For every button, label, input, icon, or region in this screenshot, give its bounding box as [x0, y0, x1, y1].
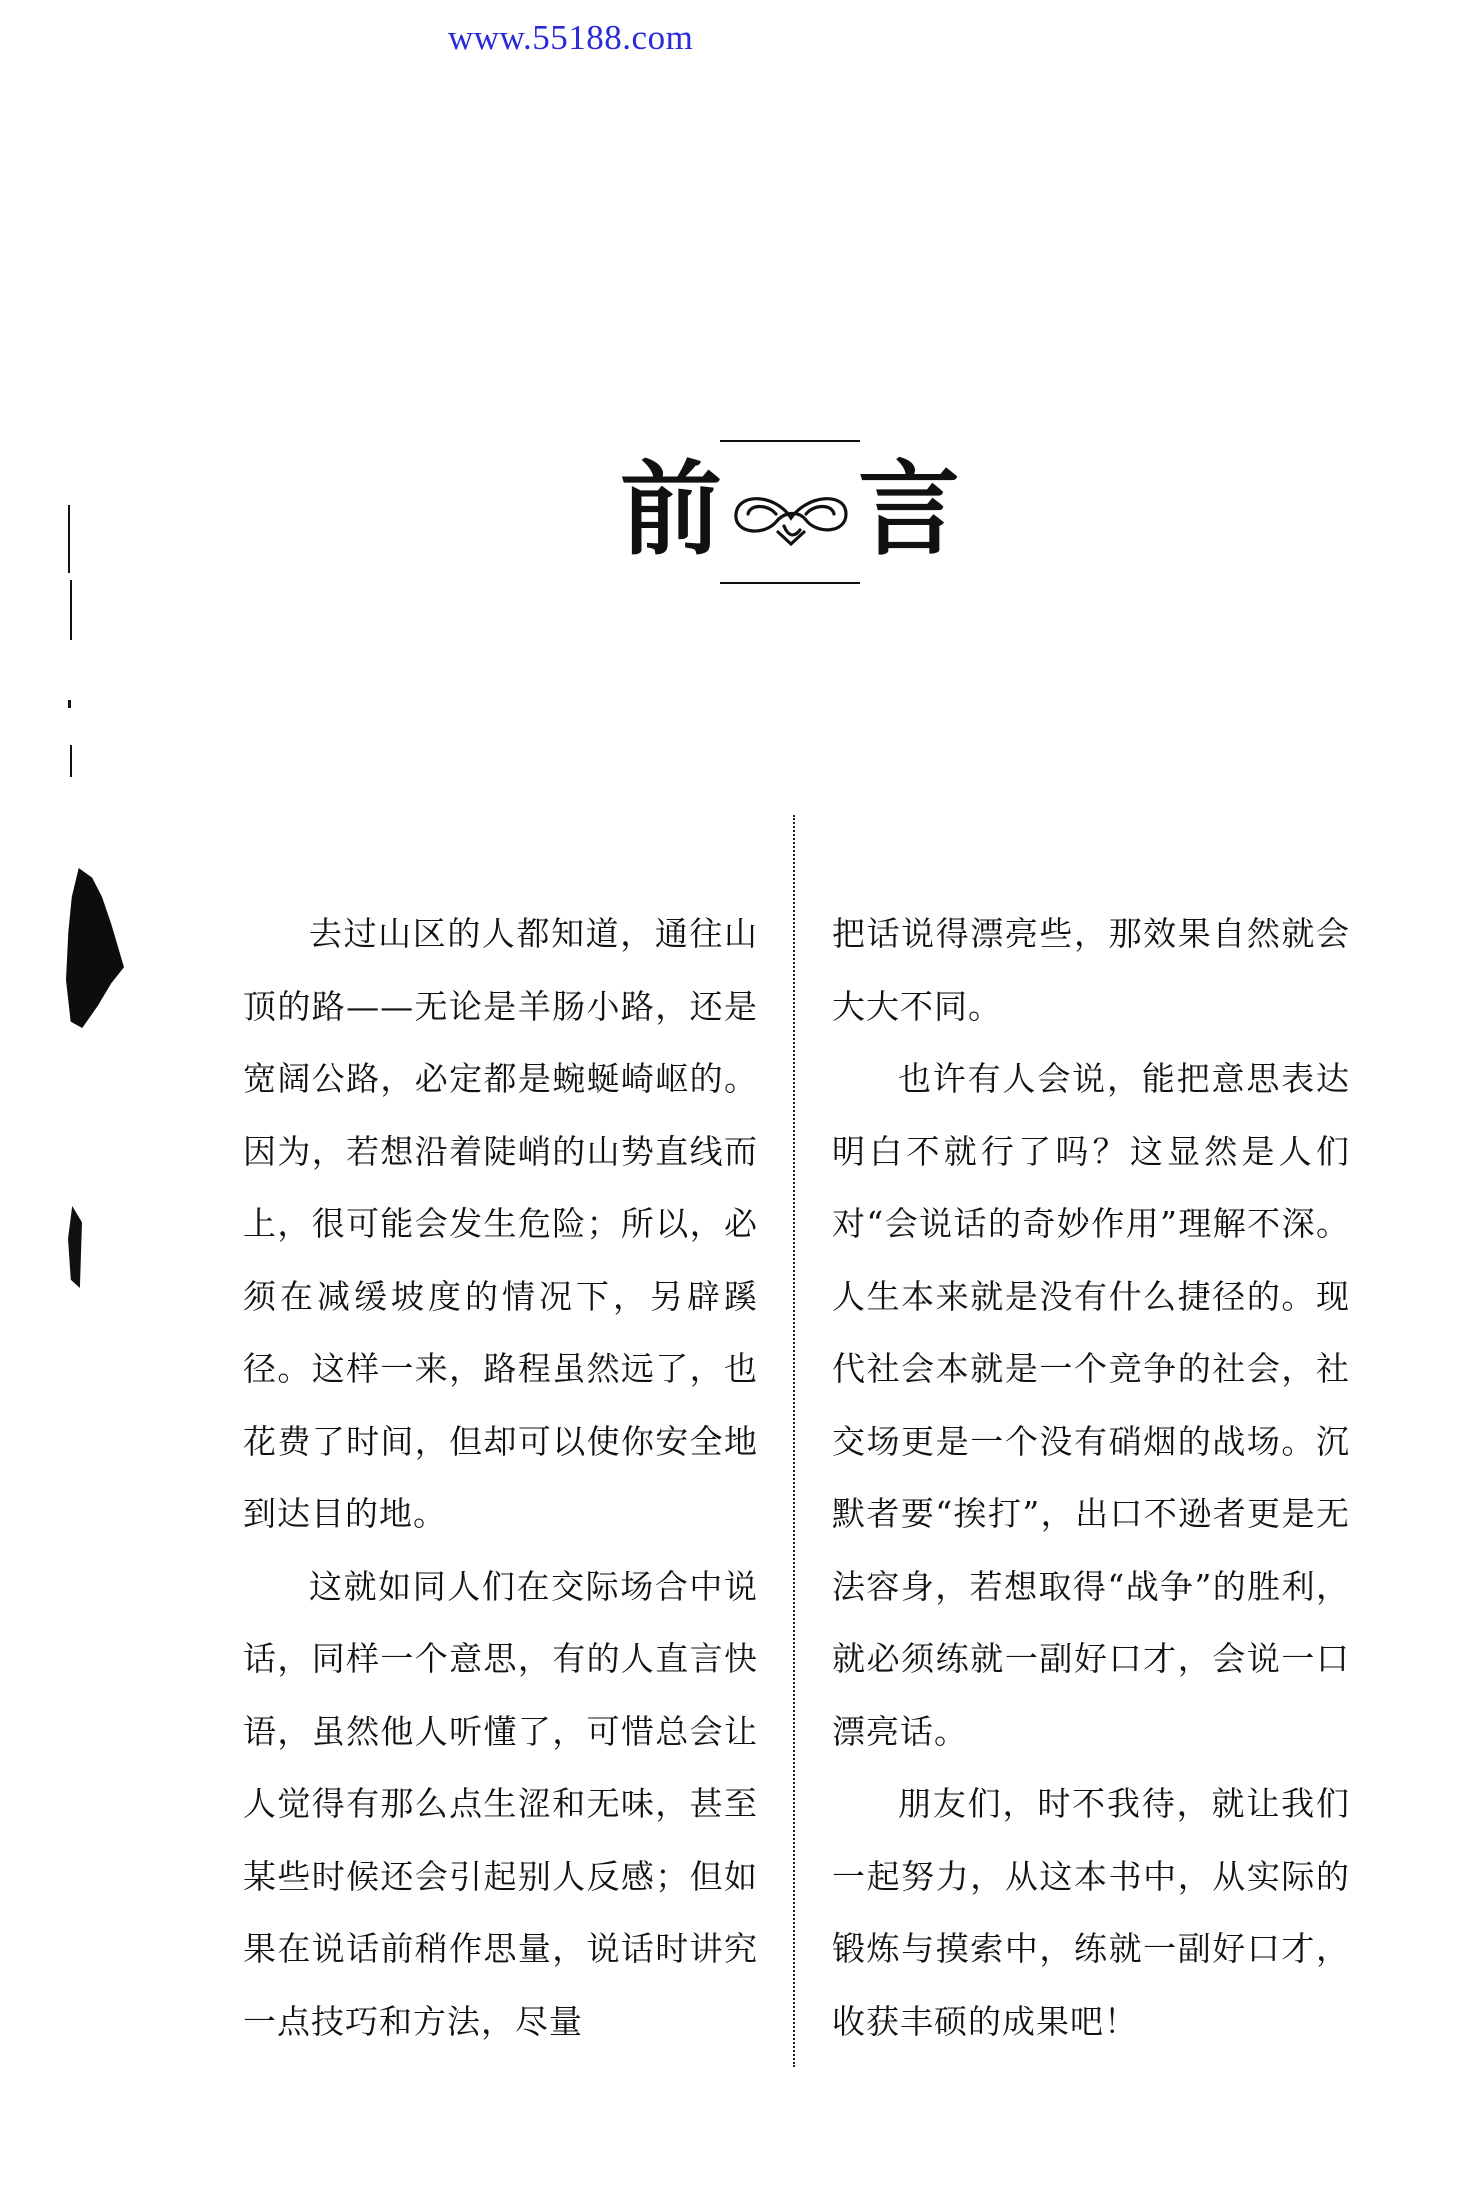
column-divider: [793, 815, 795, 2067]
title-top-rule: [720, 440, 860, 442]
edge-mark: [70, 580, 72, 640]
paragraph: 去过山区的人都知道，通往山顶的路——无论是羊肠小路，还是宽阔公路，必定都是蜿蜒崎岖的。因为，若想沿着陡峭的山势直线而上，很可能会发生危险；所以，必须在减缓坡度的情况下，另辟蹊径。这样一来，路程虽然远了，也花费了时间，但却可以使你安全地到达目的地。: [243, 914, 758, 1533]
edge-mark: [68, 700, 71, 708]
knot-ornament-icon: [728, 480, 854, 548]
scan-ink-blot: [66, 868, 124, 1028]
paragraph: 也许有人会说，能把意思表达明白不就行了吗？这显然是人们对“会说话的奇妙作用”理解不深。人生本来就是没有什么捷径的。现代社会本就是一个竞争的社会，社交场更是一个没有硝烟的战场。沉默者要“挨打”，出口不逊者更是无法容身，若想取得“战争”的胜利，就必须练就一副好口才，会说一口漂亮话。: [832, 1059, 1350, 1751]
paragraph: 这就如同人们在交际场合中说话，同样一个意思，有的人直言快语，虽然他人听懂了，可惜总会让人觉得有那么点生涩和无味，甚至某些时候还会引起别人反感；但如果在说话前稍作思量，说话时讲究一点技巧和方法，尽量: [243, 1566, 758, 2041]
title-char-yan: 言: [858, 451, 960, 570]
right-text-column: [832, 898, 1350, 2058]
chapter-title: [620, 440, 960, 588]
paragraph-continued: 把话说得漂亮些，那效果自然就会大大不同。: [832, 914, 1350, 1026]
paragraph: 朋友们，时不我待，就让我们一起努力，从这本书中，从实际的锻炼与摸索中，练就一副好口才，收获丰硕的成果吧！: [832, 1784, 1350, 2041]
edge-mark: [70, 745, 72, 777]
title-bottom-rule: [720, 582, 860, 584]
title-char-qian: 前: [620, 451, 722, 570]
left-text-column: [243, 898, 758, 2058]
edge-mark: [68, 505, 70, 573]
watermark-url[interactable]: www.55188.com: [448, 18, 694, 57]
scan-ink-mark: [68, 1206, 82, 1288]
